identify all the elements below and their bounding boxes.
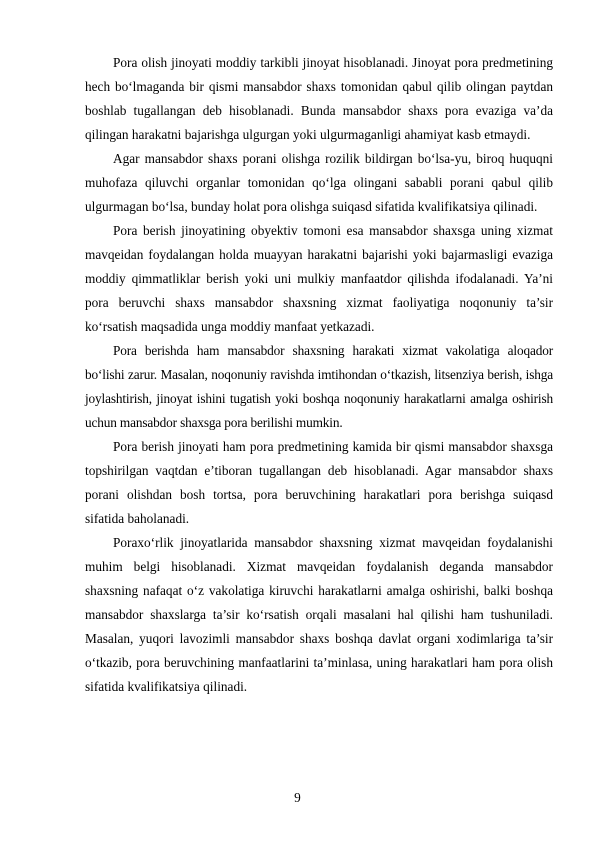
paragraph-suiqasd: Agar mansabdor shaxs porani olishga rozilik bildirgan bo‘lsa-yu, biroq huquqni muhofaza qiluvchi organlar tomonidan qo‘lga olingani sababli porani qabul qilib ulgurmagan bo‘lsa, bunday holat pora olishga suiqasd sifatida kvalifikatsiya qilinadi.: [85, 151, 553, 214]
paragraph-xizmat-vakolati: Pora berishda ham mansabdor shaxsning harakati xizmat vakolatiga aloqador bo‘lishi zarur. Masalan, noqonuniy ravishda imtihondan o‘tkazish, litsenziya berish, ishga joylashtirish, jinoyat ishini tugatish yoki boshqa noqonuniy harakatlarni amalga oshirish uchun mansabdor shaxsga pora berilishi mumkin.: [85, 343, 553, 430]
paragraph-pora-olish: Pora olish jinoyati moddiy tarkibli jinoyat hisoblanadi. Jinoyat pora predmetining hech bo‘lmaganda bir qismi mansabdor shaxs tomonidan qabul qilib olingan paytdan boshlab tugallangan deb hisoblanadi. Bunda mansabdor shaxs pora evaziga va’da qilingan harakatni bajarishga ulgurgan yoki ulgurmaganligi ahamiyat kasb etmaydi.: [85, 55, 553, 142]
page-number: 9: [294, 790, 301, 805]
paragraph-xizmat-mavqei: Poraxo‘rlik jinoyatlarida mansabdor shaxsning xizmat mavqeidan foydalanishi muhim belgi hisoblanadi. Xizmat mavqeidan foydalanish deganda mansabdor shaxsning nafaqat o‘z vakolatiga kiruvchi harakatlarni amalga oshirishi, balki boshqa mansabdor shaxslarga ta’sir ko‘rsatish orqali masalani hal qilishi ham tushuniladi. Masalan, yuqori lavozimli mansabdor shaxs boshqa davlat organi xodimlariga ta’sir o‘tkazib, pora beruvchining manfaatlarini ta’minlasa, uning harakatlari ham pora olish sifatida kvalifikatsiya qilinadi.: [85, 535, 553, 694]
document-body: [85, 51, 553, 699]
paragraph-pora-berish-obyektiv: Pora berish jinoyatining obyektiv tomoni esa mansabdor shaxsga uning xizmat mavqeidan foydalangan holda muayyan harakatni bajarishi yoki bajarmasligi evaziga moddiy qimmatliklar berish yoki uni mulkiy manfaatdor qilishda ifodalanadi. Ya’ni pora beruvchi shaxs mansabdor shaxsning xizmat faoliyatiga noqonuniy ta’sir ko‘rsatish maqsadida unga moddiy manfaat yetkazadi.: [85, 223, 553, 334]
paragraph-tugallangan: Pora berish jinoyati ham pora predmetining kamida bir qismi mansabdor shaxsga topshirilgan vaqtdan e’tiboran tugallangan deb hisoblanadi. Agar mansabdor shaxs porani olishdan bosh tortsa, pora beruvchining harakatlari pora berishga suiqasd sifatida baholanadi.: [85, 439, 553, 526]
